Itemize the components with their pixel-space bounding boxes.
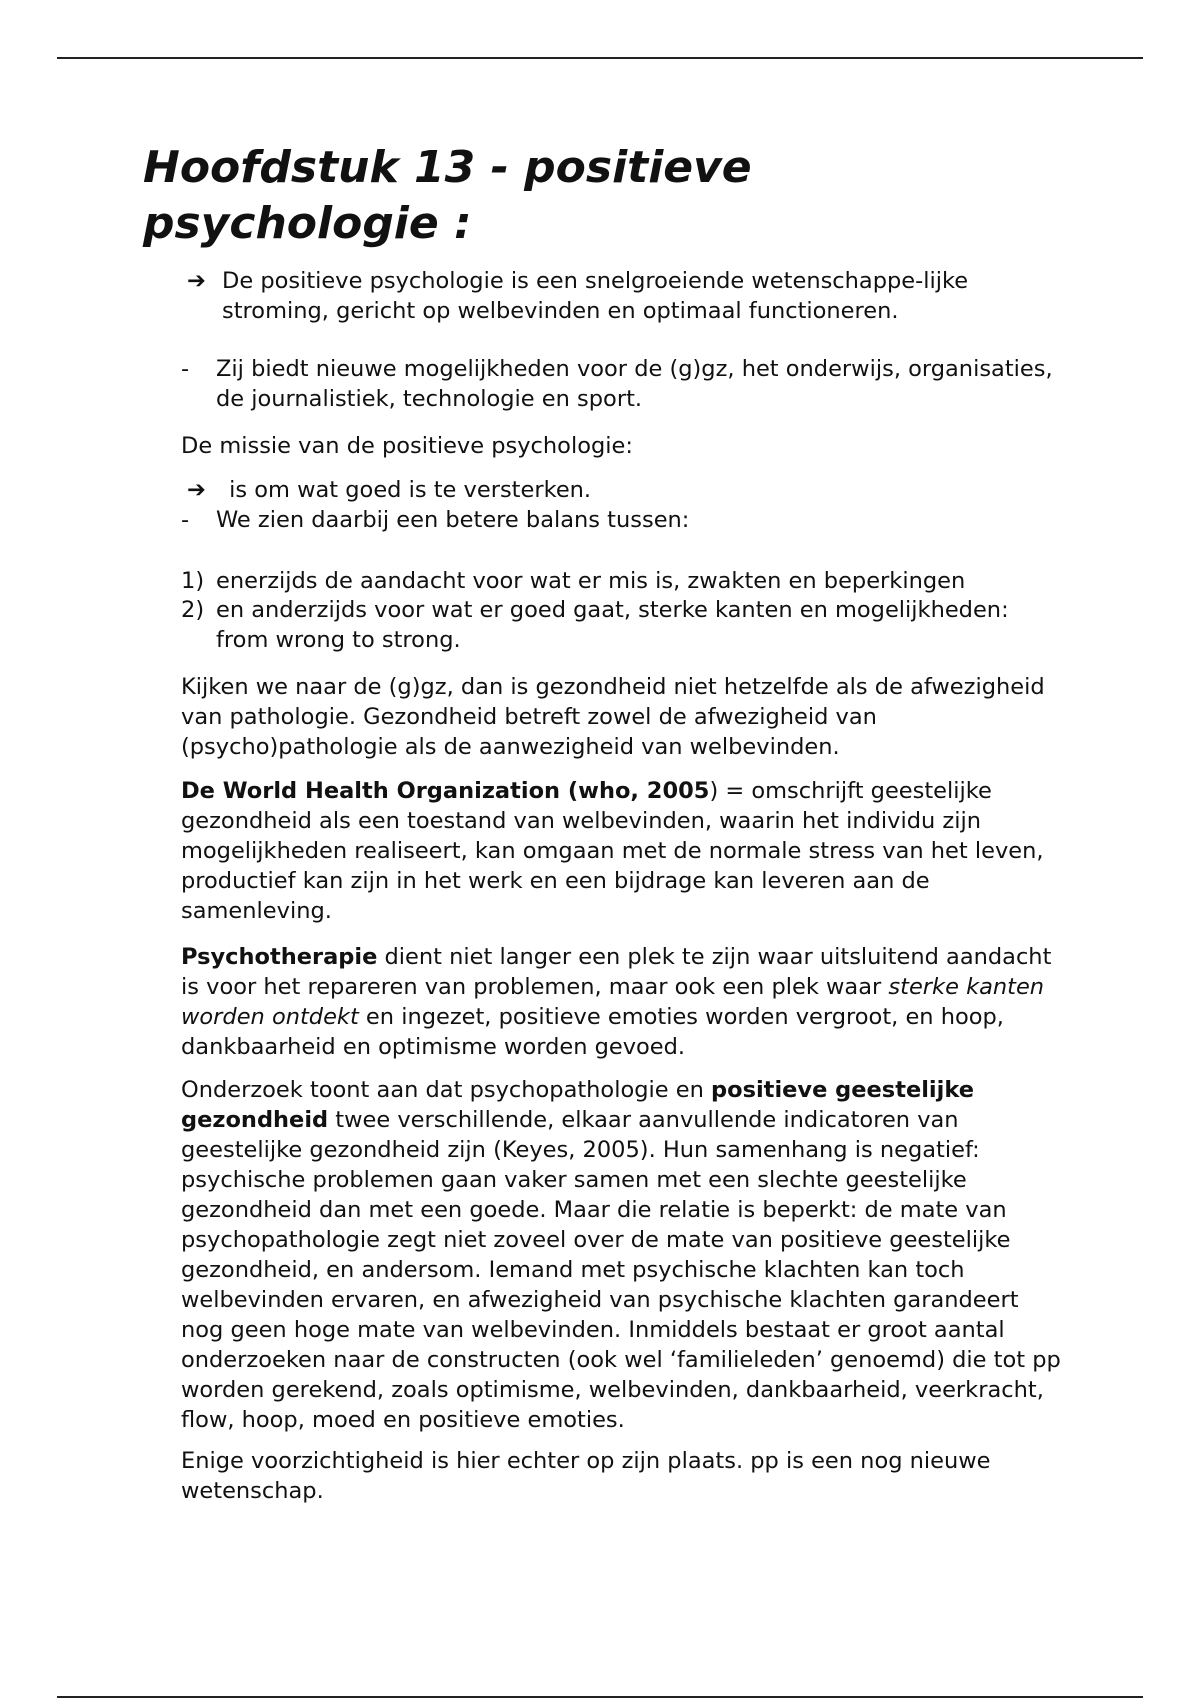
mission-dash-item [181, 505, 1061, 535]
paragraph-caution: Enige voorzichtigheid is hier echter op zijn plaats. pp is een nog nieuwe wetenschap. [181, 1448, 991, 1504]
mission-arrow-text: is om wat goed is te versterken. [222, 477, 592, 503]
list-number: 2) [181, 597, 205, 623]
paragraph-health: Kijken we naar de (g)gz, dan is gezondheid niet hetzelfde als de afwezigheid van pathologie. Gezondheid betreft zowel de afwezigheid van (psycho)pathologie als de aanwezigheid van welbevinden. [181, 674, 1045, 760]
mission-arrow-item [181, 475, 1061, 505]
who-rest: ) = omschrijft geestelijke gezondheid als een toestand van welbevinden, waarin het individu zijn mogelijkheden realiseert, kan omgaan met de normale stress van het leven, productief kan zijn in het werk en een bijdrage kan leveren aan de samenleving. [181, 778, 1044, 924]
header-rule [57, 57, 1143, 59]
therapy-bold: Psychotherapie [181, 944, 378, 970]
right-arrow-icon: ➔ [187, 268, 206, 294]
research-bold: positieve geestelijke gezondheid [181, 1077, 974, 1133]
footer-rule [57, 1696, 1143, 1698]
mission-heading: De missie van de positieve psychologie: [181, 433, 633, 459]
list-item-text: enerzijds de aandacht voor wat er mis is, zwakten en beperkingen [216, 568, 966, 594]
therapy-part1: dient niet langer een plek te zijn waar uitsluitend aandacht is voor het repareren van problemen, maar ook een plek waar [181, 944, 1052, 1000]
paragraph-therapy [181, 942, 1061, 1062]
therapy-italic: sterke kanten worden ontdekt [181, 974, 1045, 1030]
research-part2: twee verschillende, elkaar aanvullende indicatoren van geestelijke gezondheid zijn (Keyes, 2005). Hun samenhang is negatief: psychische problemen gaan vaker samen met een slechte geestelijke gezondheid dan met een goede. Maar die relatie is beperkt: de mate van psychopathologie zegt niet zoveel over de mate van positieve geestelijke gezondheid, en andersom. Iemand met psychische klachten kan toch welbevinden ervaren, en afwezigheid van psychische klachten garandeert nog geen hoge mate van welbevinden. Inmiddels bestaat er groot aantal onderzoeken naar de constructen (ook wel ‘familieleden’ genoemd) die tot pp worden gerekend, zoals optimisme, welbevinden, dankbaarheid, veerkracht, flow, hoop, moed en positieve emoties. [181, 1107, 1061, 1433]
page-title: Hoofdstuk 13 - positieve psychologie : [143, 142, 752, 249]
paragraph-research [181, 1075, 1061, 1435]
intro-dash-item [181, 354, 1061, 414]
intro-arrow-text: De positieve psychologie is een snelgroeiende wetenschappe-lijke stroming, gericht op welbevinden en optimaal functioneren. [222, 268, 969, 324]
therapy-part2: en ingezet, positieve emoties worden vergroot, en hoop, dankbaarheid en optimisme worden gevoed. [181, 1004, 1004, 1060]
list-item [181, 595, 1061, 655]
research-part1: Onderzoek toont aan dat psychopathologie en [181, 1077, 712, 1103]
list-number: 1) [181, 568, 205, 594]
list-item-text: en anderzijds voor wat er goed gaat, sterke kanten en mogelijkheden: from wrong to strong. [216, 597, 1009, 653]
dash-bullet: - [181, 507, 190, 533]
paragraph-who [181, 776, 1061, 926]
who-bold: De World Health Organization (who, 2005 [181, 778, 710, 804]
right-arrow-icon: ➔ [187, 477, 206, 503]
mission-dash-text: We zien daarbij een betere balans tussen: [216, 507, 690, 533]
intro-dash-text: Zij biedt nieuwe mogelijkheden voor de (g)gz, het onderwijs, organisaties, de journalistiek, technologie en sport. [216, 356, 1053, 412]
dash-bullet: - [181, 356, 190, 382]
list-item [181, 566, 1061, 596]
intro-arrow-item [181, 266, 1061, 326]
